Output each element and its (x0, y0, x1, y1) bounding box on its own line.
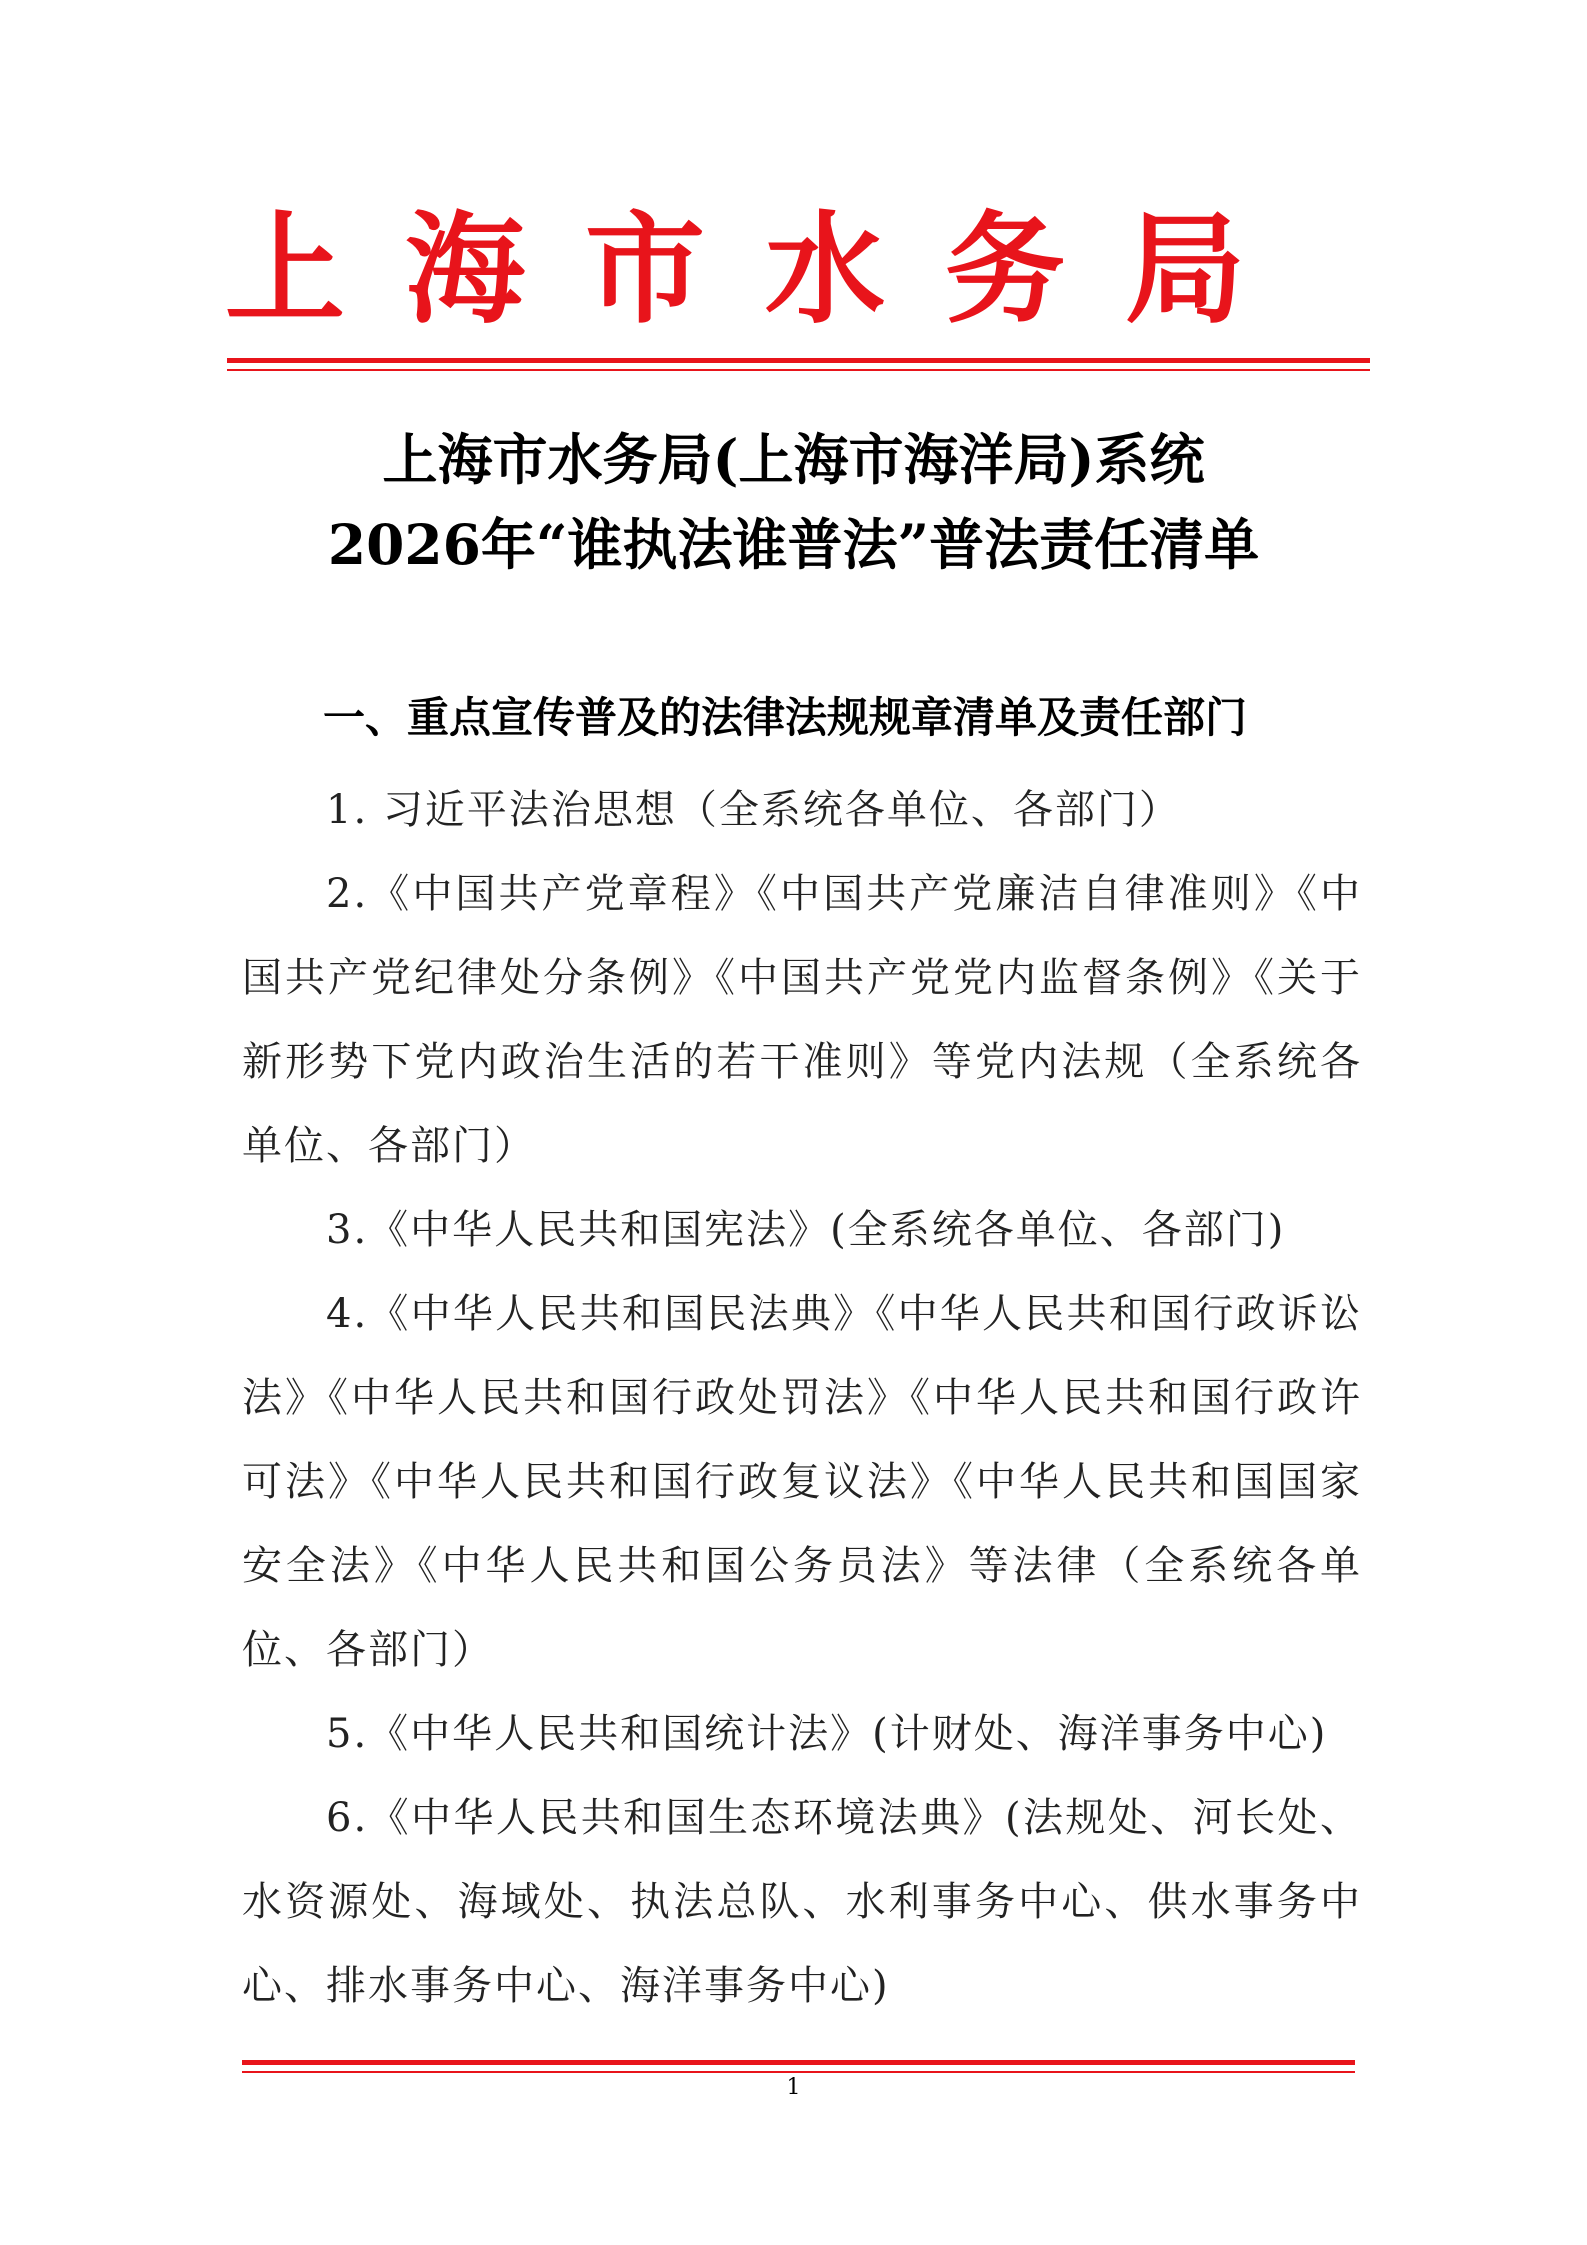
section-heading: 一、重点宣传普及的法律法规规章清单及责任部门 (323, 693, 1248, 742)
list-item: 5.《中华人民共和国统计法》(计财处、海洋事务中心) (326, 1711, 1328, 1757)
page-number: 1 (786, 2075, 801, 2100)
law-list (242, 768, 1362, 2028)
list-item: 6.《中华人民共和国生态环境法典》(法规处、河长处、水资源处、海域处、执法总队、水利事务中心、供水事务中心、排水事务中心、海洋事务中心) (242, 1795, 1362, 2009)
list-item: 4.《中华人民共和国民法典》《中华人民共和国行政诉讼法》《中华人民共和国行政处罚法》《中华人民共和国行政许可法》《中华人民共和国行政复议法》《中华人民共和国国家安全法》《中华人民共和国公务员法》等法律（全系统各单位、各部门） (242, 1291, 1362, 1673)
document-title-line-2: 2026年“谁执法谁普法”普法责任清单 (327, 512, 1260, 577)
footer-rule-thin (242, 2071, 1355, 2073)
list-item: 1. 习近平法治思想（全系统各单位、各部门） (326, 787, 1181, 833)
masthead-title: 上海市水务局 (225, 199, 1305, 340)
footer-rule-thick (242, 2060, 1355, 2065)
header-rule-thick (227, 358, 1370, 363)
list-item: 2.《中国共产党章程》《中国共产党廉洁自律准则》《中国共产党纪律处分条例》《中国共产党党内监督条例》《关于新形势下党内政治生活的若干准则》等党内法规（全系统各单位、各部门） (242, 871, 1362, 1169)
document-title-line-1: 上海市水务局(上海市海洋局)系统 (382, 427, 1205, 492)
header-rule-thin (227, 369, 1370, 371)
list-item: 3.《中华人民共和国宪法》(全系统各单位、各部门) (326, 1207, 1286, 1253)
